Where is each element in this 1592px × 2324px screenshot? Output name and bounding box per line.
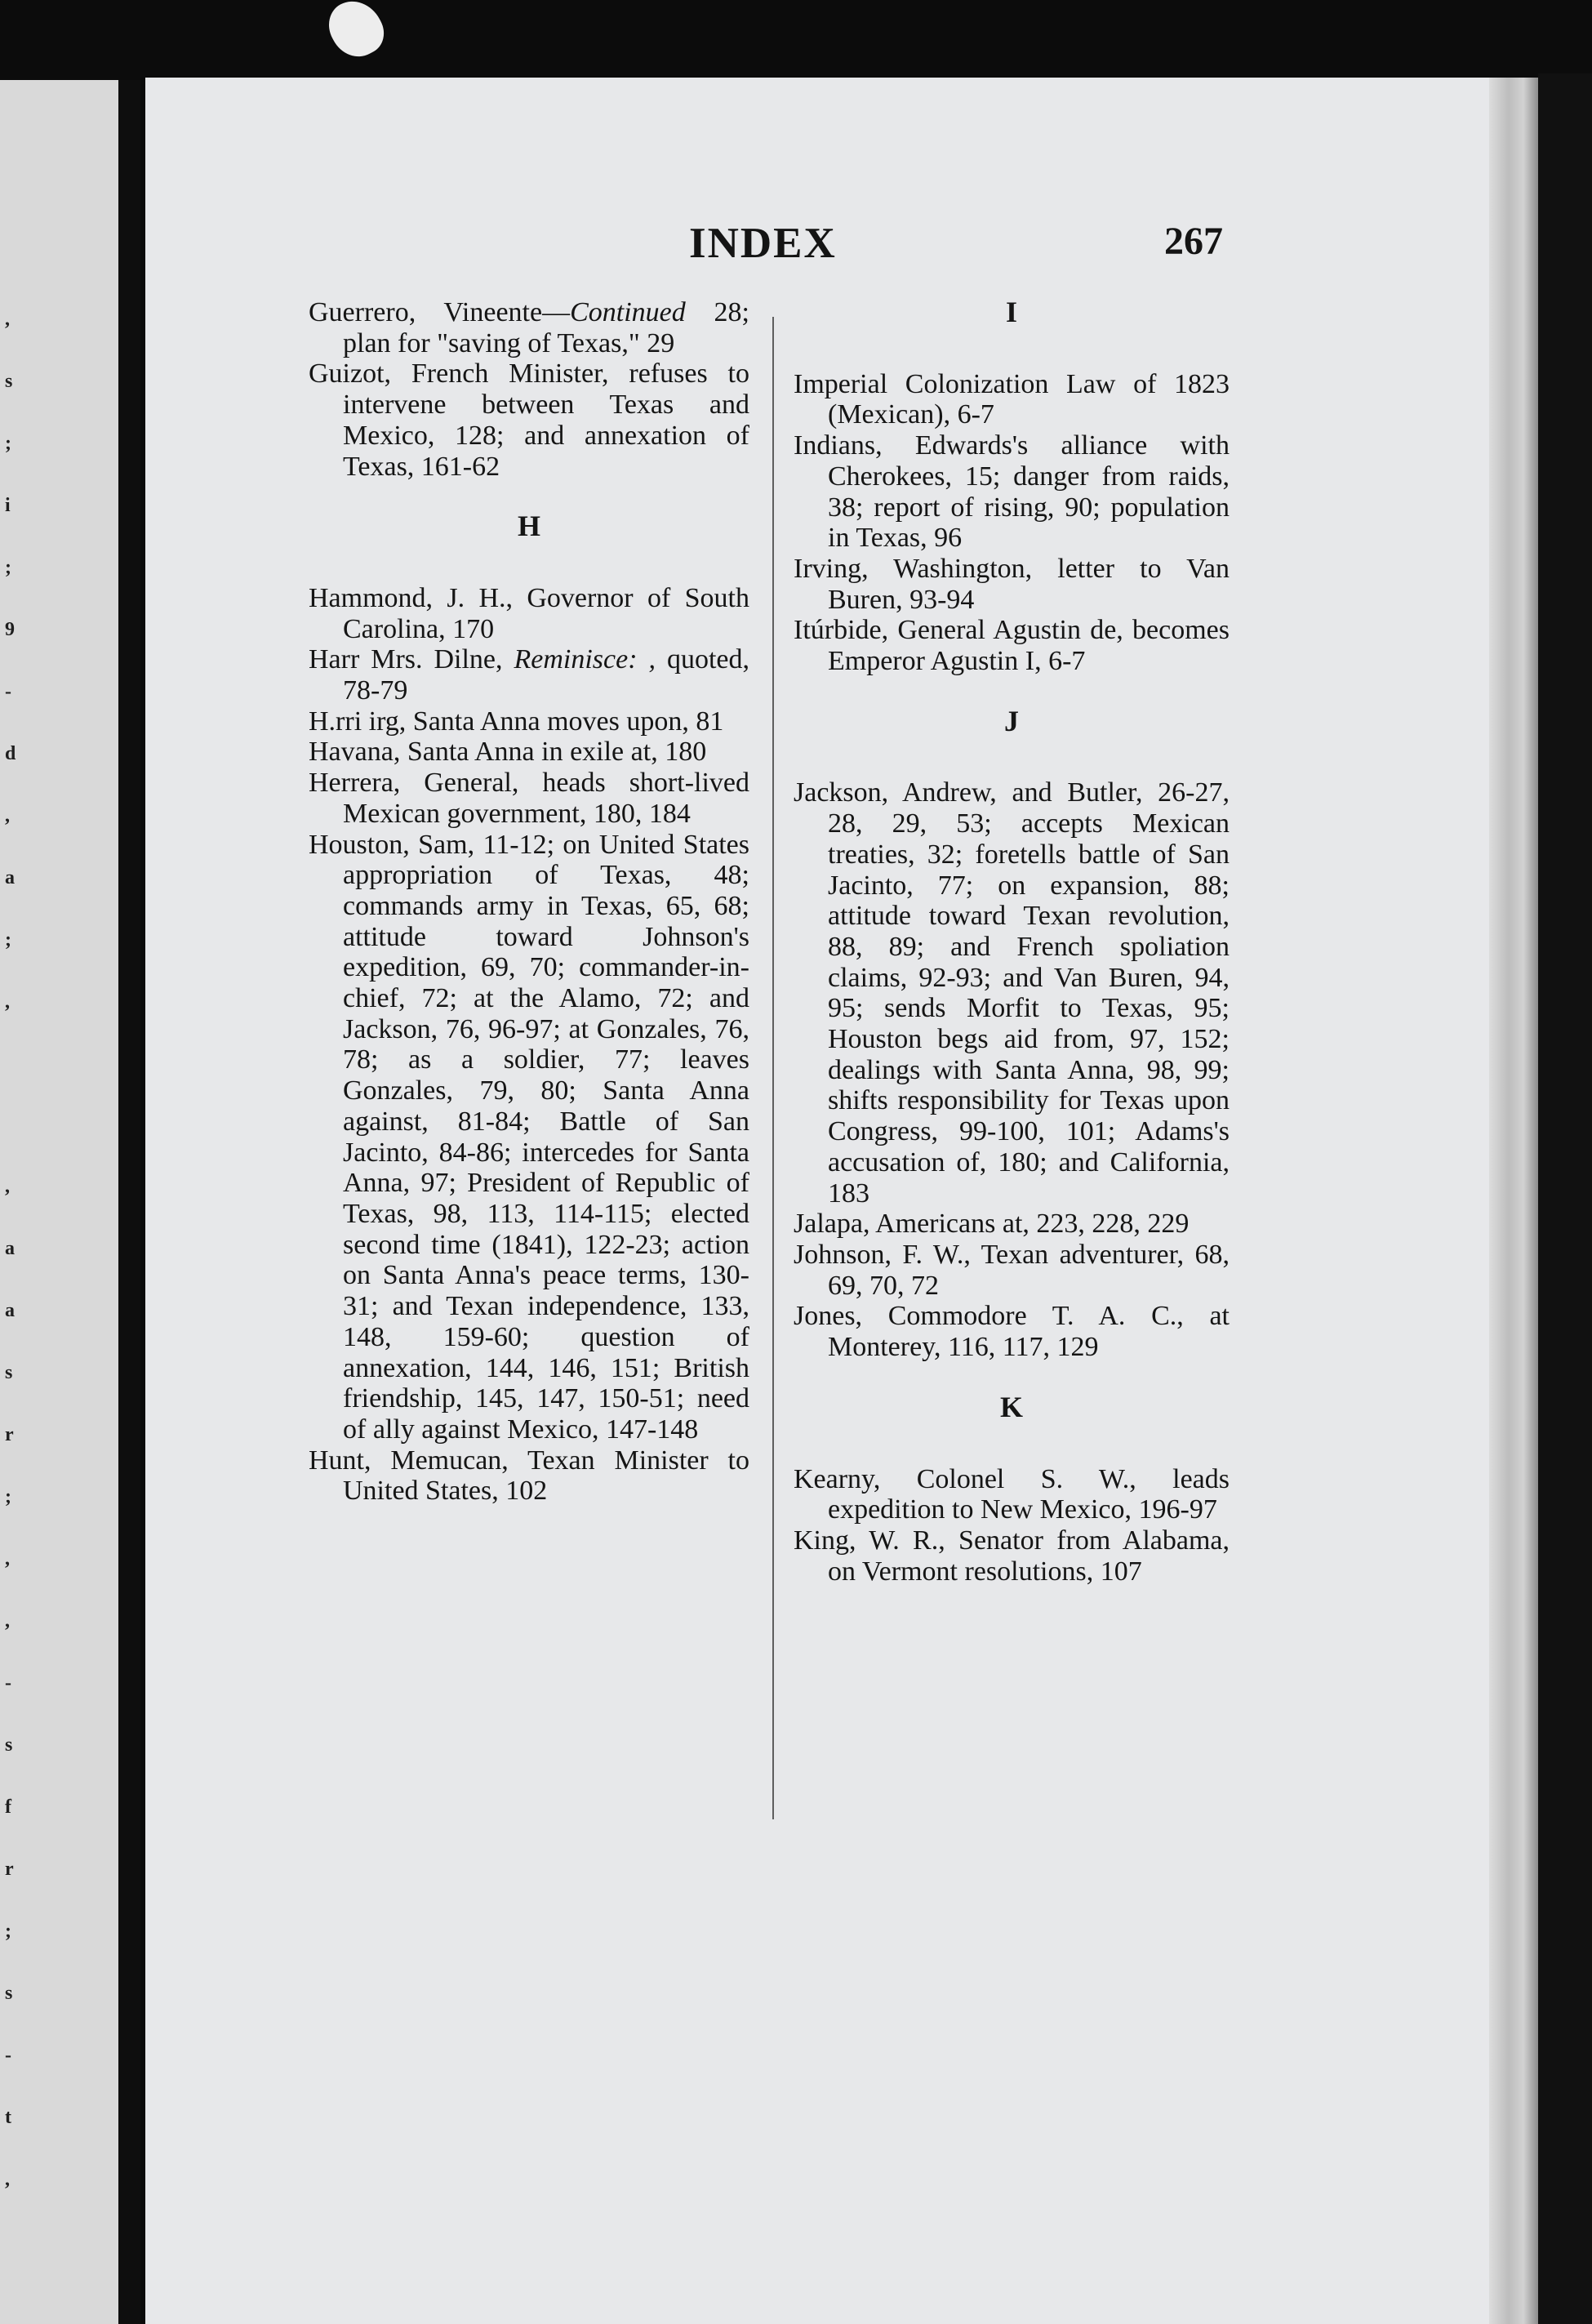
facing-page-mark: t: [5, 2107, 11, 2128]
facing-page-mark: -: [5, 1672, 11, 1694]
facing-page-mark: ;: [5, 1921, 11, 1942]
index-entry-johnson: Johnson, F. W., Texan adventurer, 68, 69, 70, 72: [794, 1239, 1230, 1301]
page-header: [0, 219, 1592, 276]
ink-blot: [320, 0, 392, 65]
facing-page-mark: s: [5, 1983, 13, 2004]
index-entry-jones: Jones, Commodore T. A. C., at Monterey, 116, 117, 129: [794, 1301, 1230, 1363]
index-entry-herrera: Herrera, General, heads short-lived Mexican government, 180, 184: [309, 768, 749, 829]
index-entry-hammond: Hammond, J. H., Governor of South Carolina, 170: [309, 582, 749, 644]
section-letter-j: J: [1004, 704, 1019, 737]
scan-border: [1538, 73, 1592, 2324]
index-entry-guizot: Guizot, French Minister, refuses to intervene between Texas and Mexico, 128; and annexation of Texas, 161-62: [309, 358, 749, 482]
index-column-right: [794, 297, 1230, 1587]
facing-page-mark: ,: [5, 991, 10, 1013]
facing-page-mark: s: [5, 1734, 13, 1756]
index-entry-kearny: Kearny, Colonel S. W., leads expedition to New Mexico, 196-97: [794, 1463, 1230, 1525]
facing-page-mark: s: [5, 1362, 13, 1383]
index-entry-indians: Indians, Edwards's alliance with Cherokees, 15; danger from raids, 38; report of rising, 90; population in Texas, 96: [794, 430, 1230, 554]
index-entry-harris-mrs: Harr Mrs. Dilne, Reminisce: , quoted, 78-79: [309, 644, 749, 706]
index-entry-harrisburg: H.rri irg, Santa Anna moves upon, 81: [309, 706, 724, 737]
facing-page-mark: ;: [5, 433, 11, 454]
facing-page-mark: ;: [5, 557, 11, 578]
facing-page-mark: d: [5, 743, 16, 764]
facing-page-mark: a: [5, 867, 15, 888]
facing-page-mark: a: [5, 1300, 15, 1321]
facing-page-edge: [0, 80, 118, 2324]
facing-page-mark: r: [5, 1424, 14, 1445]
index-entry-havana: Havana, Santa Anna in exile at, 180: [309, 737, 707, 768]
index-entry-irving: Irving, Washington, letter to Van Buren, 93-94: [794, 553, 1230, 615]
index-entry-jalapa: Jalapa, Americans at, 223, 228, 229: [794, 1209, 1190, 1240]
facing-page-mark: ;: [5, 1486, 11, 1507]
facing-page-mark: ;: [5, 929, 11, 951]
facing-page-mark: r: [5, 1859, 14, 1880]
page-number: 267: [1164, 220, 1223, 263]
facing-page-mark: f: [5, 1796, 11, 1818]
index-entry-hunt: Hunt, Memucan, Texan Minister to United States, 102: [309, 1445, 749, 1507]
facing-page-mark: ,: [5, 309, 10, 330]
facing-page-mark: ,: [5, 1176, 10, 1197]
index-entry-imperial: Imperial Colonization Law of 1823 (Mexican), 6-7: [794, 368, 1230, 430]
facing-page-mark: ,: [5, 2169, 10, 2190]
facing-page-mark: -: [5, 681, 11, 702]
facing-page-mark: ,: [5, 805, 10, 826]
facing-page-mark: i: [5, 495, 11, 516]
index-entry-jackson: Jackson, Andrew, and Butler, 26-27, 28, 29, 53; accepts Mexican treaties, 32; foretells battle of San Jacinto, 77; on expansion, 88; attitude toward Texan revolution, 88, 89; and French spoliation claims, 92-93; and Van Buren, 94, 95; sends Morfit to Texas, 95; Houston begs aid from, 97, 152; dealings with Santa Anna, 98, 99; shifts responsibility for Texas upon Congress, 99-100, 101; Adams's accusation of, 180; and California, 183: [794, 777, 1230, 1209]
section-letter-h: H: [517, 510, 540, 543]
index-entry-iturbide: Itúrbide, General Agustin de, becomes Emperor Agustin I, 6-7: [794, 615, 1230, 677]
page-title: INDEX: [689, 220, 837, 267]
facing-page-marks: [0, 80, 24, 2324]
index-column-left: [309, 297, 749, 1507]
facing-page-mark: ,: [5, 1610, 10, 1632]
index-entry-king: King, W. R., Senator from Alabama, on Vermont resolutions, 107: [794, 1525, 1230, 1587]
index-entry-guerrero: Guerrero, Vineente—Continued 28; plan for "saving of Texas," 29: [309, 297, 750, 358]
facing-page-mark: -: [5, 2045, 11, 2066]
facing-page-mark: s: [5, 371, 13, 392]
page-edge-stack: [1489, 78, 1538, 2324]
facing-page-mark: ,: [5, 1548, 10, 1569]
section-letter-i: I: [1005, 296, 1017, 328]
facing-page-mark: 9: [5, 619, 15, 640]
section-letter-k: K: [999, 1390, 1023, 1423]
column-divider: [772, 317, 774, 1819]
facing-page-mark: a: [5, 1238, 15, 1259]
index-entry-houston: Houston, Sam, 11-12; on United States appropriation of Texas, 48; commands army in Texas, 65, 68; attitude toward Johnson's expedition, 69, 70; commander-in-chief, 72; at the Alamo, 72; and Jackson, 76, 96-97; at Gonzales, 76, 78; as a soldier, 77; leaves Gonzales, 79, 80; Santa Anna against, 81-84; Battle of San Jacinto, 84-86; intercedes for Santa Anna, 97; President of Republic of Texas, 98, 113, 114-115; elected second time (1841), 122-23; action on Santa Anna's peace terms, 130-31; and Texan independence, 133, 148, 159-60; question of annexation, 144, 146, 151; British friendship, 145, 147, 150-51; need of ally against Mexico, 147-148: [309, 829, 749, 1445]
